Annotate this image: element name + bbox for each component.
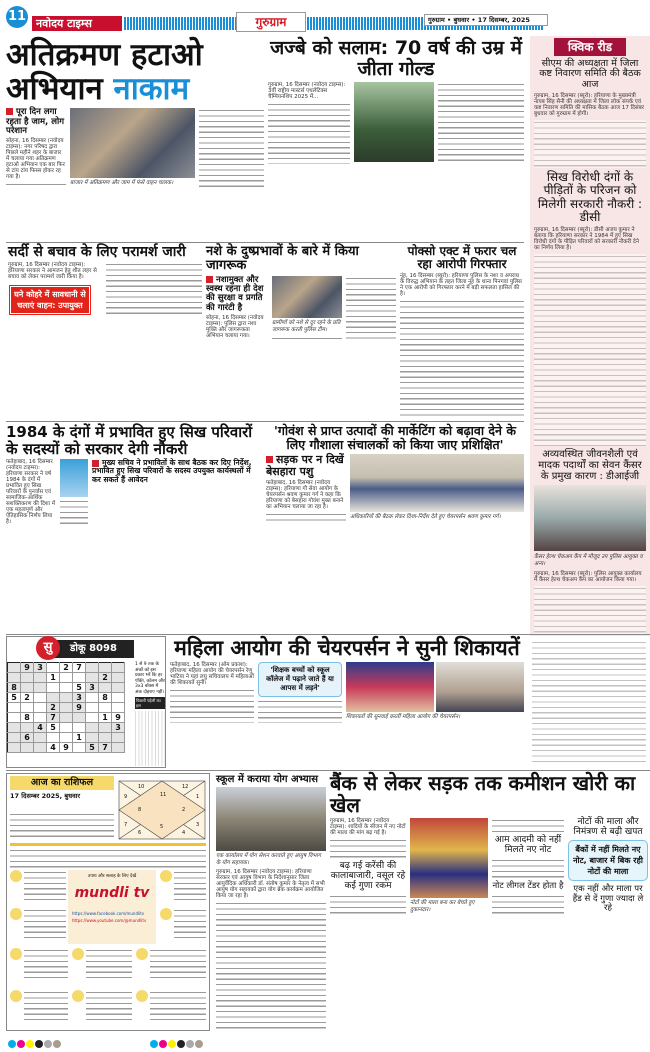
sudoku-cell[interactable] xyxy=(21,703,34,713)
zodiac-icon xyxy=(10,908,22,920)
yoga-body: गुरुग्राम, 16 दिसम्बर (नवोदय टाइम्स): हरियाणा सरकार एवं आयुष विभाग के निर्देशानुसार जिला आयुर्वेदिक अधिकारी डॉ. संतोष कुमार के नेतृत्व में सभी आयुष योग सहायकों द्वारा योग ब्रेक कार्यक्रम आयोजित किया जा रहा है। xyxy=(216,869,325,899)
sudoku-cell[interactable] xyxy=(86,693,99,703)
sudoku-cell[interactable] xyxy=(99,663,112,673)
bank-photo-block xyxy=(410,818,488,916)
sudoku-cell[interactable] xyxy=(99,683,112,693)
sudoku-cell[interactable] xyxy=(73,743,86,753)
sudoku-cell[interactable] xyxy=(112,703,125,713)
sudoku-cell[interactable] xyxy=(112,683,125,693)
sudoku-cell[interactable] xyxy=(86,713,99,723)
zodiac-sign-entry xyxy=(72,990,132,1024)
sudoku-cell[interactable] xyxy=(34,683,47,693)
gaushala-subhead: सड़क पर न दिखें बेसहारा पशु xyxy=(266,452,344,478)
sudoku-cell[interactable]: 2 xyxy=(60,663,73,673)
lead-body-col4 xyxy=(199,108,264,189)
sudoku-row xyxy=(8,733,125,743)
sudoku-cell[interactable] xyxy=(8,723,21,733)
bank-subhead-4: नोट लीगल टेंडर होता है xyxy=(492,881,564,892)
lead-headline-highlight: नाकाम xyxy=(113,71,190,108)
sudoku-cell[interactable]: 3 xyxy=(34,663,47,673)
sudoku-cell[interactable] xyxy=(86,703,99,713)
sudoku-cell[interactable]: 8 xyxy=(8,683,21,693)
rashifal-date: 17 दिसम्बर 2025, बुधवार xyxy=(10,792,81,800)
article-body-text xyxy=(170,688,254,723)
yoga-photo xyxy=(216,787,326,851)
sudoku-clue: 1 से 9 तक के अंकों को इस प्रकार भरें कि हर पंक्ति, कॉलम और 3x3 बॉक्स में अंक दोहराए नहीं। xyxy=(135,662,165,695)
lead-headline xyxy=(6,38,264,106)
sudoku-cell[interactable] xyxy=(8,713,21,723)
sudoku-cell[interactable] xyxy=(99,703,112,713)
zodiac-text xyxy=(150,948,206,978)
gold-athlete-photo xyxy=(354,82,434,162)
section-label: गुरुग्राम xyxy=(236,12,306,32)
kundli-house-number: 7 xyxy=(124,822,128,828)
gold-photo-block xyxy=(354,82,434,164)
sudoku-cell[interactable]: 7 xyxy=(47,713,60,723)
winter-body xyxy=(8,262,102,318)
kundli-house-number: 4 xyxy=(182,830,186,836)
zodiac-sign-entry xyxy=(10,948,68,982)
bank-body-col4b xyxy=(568,915,648,916)
zodiac-icon xyxy=(72,990,84,1002)
sudoku-cell[interactable] xyxy=(60,673,73,683)
gaushala-headline: 'गोवंश से प्राप्त उत्पादों की मार्केटिंग को बढ़ावा देने के लिए गौशाला संचालकों को किया जाए प्रशिक्षित' xyxy=(274,423,516,452)
women-headline: महिला आयोग की चेयरपर्सन ने सुनी शिकायतें xyxy=(174,636,520,660)
winter-dateline: गुरुग्राम, 16 दिसम्बर (नवोदय टाइम्स): हरियाणा सरकार ने आमजन हेतु शीत लहर से बचाव को लेकर परामर्श जारी किया है। xyxy=(8,262,97,281)
sudoku-cell[interactable] xyxy=(86,663,99,673)
women-photo-2 xyxy=(436,662,524,712)
gold-body-col3 xyxy=(438,82,524,164)
riots-subhead: मुख्य सचिव ने प्रभावितों के साथ बैठक कर दिए निर्देश, प्रभावित हुए सिख परिवारों के सदस्य उपयुक्त कार्यस्थलों में कर सकते हैं आवेदन xyxy=(92,458,252,484)
drugs-photo-block xyxy=(272,276,342,341)
drugs-headline: नशे के दुष्प्रभावों के बारे में किया जागरूक xyxy=(206,244,359,274)
kundli-numbers xyxy=(118,780,206,840)
kundli-house-number: 9 xyxy=(124,794,128,800)
quick-read-item-3-body: गुरुग्राम, 16 दिसम्बर (ब्यूरो): पुलिस आयुक्त कार्यालय में कैंसर हेल्थ चेकअप कैंप का आयोजन किया गया। xyxy=(534,571,642,583)
women-story xyxy=(170,637,524,767)
sudoku-cell[interactable] xyxy=(21,673,34,683)
women-photos xyxy=(346,662,524,712)
women-quote: 'शिक्षक बच्चों को स्कूल कॉलेज में पढ़ाने जाते हैं या आपस में लड़ने' xyxy=(258,662,342,697)
sudoku-answer-grid xyxy=(135,711,165,766)
page-number: 11 xyxy=(6,6,28,28)
sudoku-side xyxy=(135,662,165,766)
sudoku-row xyxy=(8,683,125,693)
sudoku-row xyxy=(8,703,125,713)
sudoku-cell[interactable]: 8 xyxy=(99,693,112,703)
article-body-text xyxy=(330,838,406,860)
yoga-story xyxy=(216,774,326,1030)
bank-subhead-3: बढ़ गई करेंसी की कालाबाजारी, वसूल रहे कई गुणा रकम xyxy=(330,861,406,891)
bank-callout: बैंकों में नहीं मिलते नए नोट, बाजार में बिक रही नोटों की माला xyxy=(568,840,648,881)
article-body-text xyxy=(534,120,646,168)
gold-story xyxy=(268,38,524,240)
bank-dateline: गुरुग्राम, 16 दिसम्बर (नवोदय टाइम्स): शादियों के सीजन में नए नोटों की माला की मांग बढ़ गई है। xyxy=(330,818,406,836)
sudoku-cell[interactable]: 7 xyxy=(73,663,86,673)
kundli-house-number: 8 xyxy=(138,807,142,813)
sudoku-cell[interactable] xyxy=(99,733,112,743)
gaushala-body xyxy=(266,454,346,523)
riots-dateline: फतेहाबाद, 16 दिसम्बर (नवोदय टाइम्स): हरियाणा सरकार ने वर्ष 1984 के दंगों में प्रभावित हुए सिख परिवारों के पुनर्वास एवं सामाजिक-आर्थिक सशक्तिकरण की दिशा में एक महत्वपूर्ण और ऐतिहासिक निर्णय लिया है। xyxy=(6,459,56,525)
article-body-text xyxy=(268,102,350,164)
sudoku-cell[interactable]: 4 xyxy=(34,723,47,733)
yoga-photo-caption: एक कार्यालय में योग सेशन करवाते हुए आयुष विभाग के योग सहायक। xyxy=(216,853,321,866)
sudoku-cell[interactable] xyxy=(47,733,60,743)
sudoku-cell[interactable]: 3 xyxy=(73,693,86,703)
note-garland-photo xyxy=(410,818,488,898)
sudoku-row xyxy=(8,713,125,723)
sudoku-cell[interactable]: 1 xyxy=(73,733,86,743)
women-photo-1 xyxy=(346,662,434,712)
zodiac-icon xyxy=(160,870,172,882)
sudoku-cell[interactable]: 3 xyxy=(112,723,125,733)
quick-read-item-2-headline: सिख विरोधी दंगों के पीड़ितों के परिजन को मिलेगी सरकारी नौकरी : डीसी xyxy=(537,170,643,224)
women-body xyxy=(170,662,254,723)
sudoku-cell[interactable] xyxy=(34,743,47,753)
drugs-dateline: सोहना, 16 दिसम्बर (नवोदय टाइम्स): पुलिस द्वारा नशा मुक्ति और जागरूकता अभियान चलाया गया। xyxy=(206,314,264,339)
sudoku-cell[interactable] xyxy=(60,703,73,713)
women-photo-block xyxy=(346,662,524,723)
rashifal-panchang xyxy=(10,812,114,840)
sudoku-cell[interactable] xyxy=(86,673,99,683)
zodiac-icon xyxy=(136,990,148,1002)
riots-main xyxy=(92,459,262,527)
pocso-story xyxy=(400,245,524,418)
sudoku-cell[interactable] xyxy=(112,693,125,703)
quick-read-item-1-body: गुरुग्राम, 16 दिसम्बर (ब्यूरो): हरियाणा के मुख्यमंत्री नायब सिंह सैनी की अध्यक्षता में जिला लोक संपर्क एवं कष्ट निवारण समिति की मासिक बैठक आज 17 दिसंबर बुधवार को गुरुग्राम में होगी। xyxy=(534,93,645,118)
winter-headline: सर्दी से बचाव के लिए परामर्श जारी xyxy=(8,244,186,260)
kundli-house-number: 10 xyxy=(138,784,145,790)
lead-body xyxy=(6,108,66,189)
sudoku-cell[interactable] xyxy=(73,713,86,723)
sudoku-cell[interactable]: 3 xyxy=(86,683,99,693)
sudoku-badge: सु xyxy=(36,636,60,660)
zodiac-text xyxy=(24,990,68,1020)
riots-story xyxy=(6,424,262,632)
sudoku-title: डोकू 8098 xyxy=(44,640,134,658)
sudoku-cell[interactable] xyxy=(8,673,21,683)
sudoku-row xyxy=(8,693,125,703)
gold-dateline: गुरुग्राम, 16 दिसम्बर (नवोदय टाइम्स): 3वीं राष्ट्रीय मास्टर्स एथलेटिक्स चैम्पियनशिप 2025 में... xyxy=(268,81,346,100)
sudoku-cell[interactable] xyxy=(60,723,73,733)
sudoku-cell[interactable] xyxy=(73,723,86,733)
gold-body xyxy=(268,82,350,164)
bank-subhead-2: नोटों की माला और निमंत्रण से बढ़ी खपत xyxy=(573,817,643,837)
ad-brand-logo: mundli tv xyxy=(74,885,150,901)
riots-graphic-block xyxy=(60,459,88,527)
drugs-body xyxy=(206,276,268,341)
sudoku-cell[interactable] xyxy=(8,743,21,753)
drugs-subhead: नशामुक्त और स्वस्थ रहना ही देश की सुरक्षा व प्रगति की गारंटी है xyxy=(206,274,264,313)
quick-read-column xyxy=(534,38,646,634)
sudoku-cell[interactable] xyxy=(60,693,73,703)
sudoku-cell[interactable] xyxy=(112,663,125,673)
masthead-logo: नवोदय टाइम्स xyxy=(32,16,122,31)
article-body-text xyxy=(60,499,88,527)
lead-subhead: पूरा दिन लगा रहता है जाम, लोग परेशान xyxy=(6,107,64,136)
bank-photo-caption: नोटों की माला बना कर बेचते हुए दुकानदार। xyxy=(410,900,475,913)
sudoku-cell[interactable] xyxy=(34,703,47,713)
sudoku-grid[interactable] xyxy=(7,662,125,753)
sudoku-cell[interactable]: 6 xyxy=(21,733,34,743)
sudoku-cell[interactable] xyxy=(34,693,47,703)
article-body-text xyxy=(534,586,646,634)
sudoku-cell[interactable]: 2 xyxy=(47,703,60,713)
gaushala-photo-caption: अधिकारियों की बैठक लेकर दिशा-निर्देश देते हुए चेयरपर्सन श्रवण कुमार गर्ग। xyxy=(350,513,501,520)
article-body-text xyxy=(400,299,524,418)
bank-subhead-1: आम आदमी को नहीं मिलते नए नोट xyxy=(494,835,562,855)
quick-read-item-1-headline: सीएम की अध्यक्षता में जिला कष्ट निवारण समिति की बैठक आज xyxy=(539,58,641,90)
sudoku-cell[interactable]: 9 xyxy=(73,703,86,713)
sudoku-cell[interactable]: 1 xyxy=(99,713,112,723)
lead-photo xyxy=(70,108,195,178)
zodiac-icon xyxy=(10,990,22,1002)
divider xyxy=(6,421,524,422)
sudoku-cell[interactable] xyxy=(8,703,21,713)
drugs-photo-caption: ग्रामीणों को नशे से दूर रहने के प्रति जागरूक करती पुलिस टीम। xyxy=(272,319,341,333)
cancer-camp-caption: कैंसर हेल्थ चेकअप कैंप में मौजूद उप पुलिस आयुक्त व अन्य। xyxy=(534,554,643,567)
sudoku-row xyxy=(8,743,125,753)
winter-story xyxy=(8,245,202,418)
lead-dateline: सोहना, 16 दिसम्बर (नवोदय टाइम्स): नगर परिषद द्वारा पिछले महीने शहर के बाजार में चलाया गया अतिक्रमण हटाओ अभियान एक बार फिर से टांय टांय फिस्स होकर रह गया है। xyxy=(6,138,65,181)
drugs-photo xyxy=(272,276,342,318)
women-photo-caption: शिकायतों की सुनवाई करतीं महिला आयोग की चेयरपर्सन। xyxy=(346,714,461,721)
bank-body-col3b xyxy=(492,858,564,880)
sudoku-cell[interactable]: 9 xyxy=(21,663,34,673)
sudoku-cell[interactable]: 5 xyxy=(47,723,60,733)
gaushala-meeting-photo xyxy=(350,454,524,512)
header-dateline: गुरुग्राम • बुधवार • 17 दिसम्बर, 2025 xyxy=(424,14,548,26)
gaushala-dateline: फतेहाबाद, 16 दिसम्बर (नवोदय टाइम्स): हरियाणा गौ सेवा आयोग के चेयरपर्सन श्रवण कुमार गर्ग ने कहा कि हरियाणा को बेसहारा गोवंश मुक्त बनाने का अभियान चलाया जा रहा है। xyxy=(266,479,344,510)
kundli-house-number: 2 xyxy=(182,807,186,813)
bank-subhead-5: एक नहीं और माला पर हैंड से दें गुणा ज्यादा ले रहे xyxy=(572,884,644,914)
women-dateline: फतेहाबाद, 16 दिसम्बर (ओम प्रकाश): हरियाणा महिला आयोग की चेयरपर्सन रेणु भाटिया ने यहां लघु सचिवालय में महिलाओं की शिकायतें सुनीं। xyxy=(170,662,254,687)
ad-youtube-link[interactable]: https://www.youtube.com/@mundlitv xyxy=(72,918,147,923)
zodiac-sign-entry xyxy=(136,990,206,1024)
zodiac-icon xyxy=(136,948,148,960)
sudoku-cell[interactable] xyxy=(86,733,99,743)
drugs-story xyxy=(206,245,396,418)
bank-col4 xyxy=(568,818,648,916)
article-body-text xyxy=(534,254,646,446)
kundli-house-number: 12 xyxy=(182,784,189,790)
sudoku-cell[interactable] xyxy=(8,733,21,743)
bank-story xyxy=(330,772,648,1030)
kundli-house-number: 5 xyxy=(160,824,164,830)
rashifal-intro xyxy=(10,848,206,868)
zodiac-text xyxy=(24,948,68,978)
sudoku-cell[interactable] xyxy=(8,663,21,673)
bank-body-col3 xyxy=(492,818,564,834)
drugs-body-col3 xyxy=(346,276,396,341)
zodiac-text xyxy=(174,908,206,938)
gold-headline: जज्बे को सलाम: 70 वर्ष की उम्र में जीता गोल्ड xyxy=(270,37,522,80)
sudoku-cell[interactable] xyxy=(47,683,60,693)
bank-col3 xyxy=(492,818,564,916)
zodiac-sign-entry xyxy=(160,870,206,904)
sudoku-cell[interactable] xyxy=(112,673,125,683)
sudoku-answer-title: पिछली पहेली का हल xyxy=(135,697,165,709)
quick-read-item-3-headline: अव्यवस्थित जीवनशैली एवं मादक पदार्थों का सेवन कैंसर के प्रमुख कारण : डीआईजी xyxy=(538,449,642,482)
sudoku-cell[interactable]: 1 xyxy=(47,673,60,683)
ad-facebook-link[interactable]: https://www.facebook.com/mundlitv xyxy=(72,911,145,916)
sudoku-cell[interactable]: 9 xyxy=(60,743,73,753)
quick-read-item-3-body-cont xyxy=(532,640,646,766)
gaushala-photo-block xyxy=(350,454,524,523)
zodiac-sign-entry xyxy=(10,990,68,1024)
lead-story xyxy=(6,38,264,240)
kundli-house-number: 3 xyxy=(196,822,200,828)
quick-read-item-2-body: गुरुग्राम, 16 दिसम्बर (ब्यूरो): डीसी अजय कुमार ने बताया कि हरियाणा सरकार ने 1984 में हुए सिख विरोधी दंगों के पीड़ित परिवारों को सरकारी नौकरी देने का निर्णय लिया है। xyxy=(534,227,639,252)
article-body-text xyxy=(6,182,66,189)
sudoku-cell[interactable] xyxy=(60,683,73,693)
sudoku-cell[interactable]: 7 xyxy=(99,743,112,753)
divider xyxy=(6,634,650,635)
zodiac-sign-entry xyxy=(136,948,206,982)
zodiac-icon xyxy=(160,908,172,920)
article-body-text xyxy=(258,699,342,723)
women-body-col2 xyxy=(258,662,342,723)
sudoku-cell[interactable] xyxy=(47,693,60,703)
sudoku-cell[interactable] xyxy=(34,733,47,743)
sudoku-cell[interactable]: 2 xyxy=(21,693,34,703)
zodiac-sign-entry xyxy=(72,948,132,982)
sudoku-cell[interactable] xyxy=(21,743,34,753)
quick-read-title: क्विक रीड xyxy=(554,38,626,56)
zodiac-text xyxy=(150,990,206,1020)
lead-headline-text: अतिक्रमण हटाओ अभियान xyxy=(6,37,203,108)
divider xyxy=(6,242,524,243)
yoga-headline: स्कूल में कराया योग अभ्यास xyxy=(216,774,318,785)
sudoku-cell[interactable]: 9 xyxy=(112,713,125,723)
sudoku-cell[interactable] xyxy=(73,673,86,683)
lead-photo-caption: बाजार में अतिक्रमण और जाम में फंसे वाहन चालक। xyxy=(70,180,174,187)
winter-body-col2 xyxy=(106,262,202,318)
sudoku-cell[interactable] xyxy=(34,673,47,683)
sudoku-cell[interactable]: 5 xyxy=(8,693,21,703)
kundli-house-number: 6 xyxy=(138,830,142,836)
sudoku-cell[interactable] xyxy=(99,723,112,733)
divider xyxy=(10,843,206,846)
ad-text: उपाय और सलाह के लिए देखें xyxy=(87,874,137,879)
bank-body-col3c xyxy=(492,894,564,916)
sudoku-cell[interactable] xyxy=(21,723,34,733)
article-body-text xyxy=(216,901,326,1030)
sudoku-cell[interactable] xyxy=(21,683,34,693)
zodiac-icon xyxy=(72,948,84,960)
sudoku-cell[interactable]: 5 xyxy=(73,683,86,693)
zodiac-text xyxy=(86,948,132,978)
winter-callout: घने कोहरे में सावधानी से चलाएं वाहन: उपायुक्त xyxy=(10,286,90,314)
kundli-house-number: 11 xyxy=(160,792,167,798)
rashifal-title: आज का राशिफल xyxy=(10,776,114,790)
lead-photo-block xyxy=(70,108,195,189)
sudoku-cell[interactable] xyxy=(112,733,125,743)
zodiac-signs xyxy=(10,870,206,1026)
sudoku-cell[interactable] xyxy=(60,733,73,743)
cancer-camp-photo xyxy=(534,485,646,551)
zodiac-sign-entry xyxy=(10,908,66,942)
bank-body-col1b xyxy=(330,894,406,916)
sudoku-cell[interactable]: 5 xyxy=(86,743,99,753)
zodiac-icon xyxy=(10,870,22,882)
kundli-house-number: 1 xyxy=(196,794,200,800)
bank-headline: बैंक से लेकर सड़क तक कमीशन खोरी का खेल xyxy=(330,771,636,817)
zodiac-text xyxy=(24,870,66,900)
article-body-text xyxy=(266,512,346,523)
sudoku-cell[interactable]: 8 xyxy=(21,713,34,723)
drugs-body-col2 xyxy=(272,336,342,341)
zodiac-text xyxy=(174,870,206,900)
sudoku-row xyxy=(8,663,125,673)
riots-headline: 1984 के दंगों में प्रभावित हुए सिख परिवारों के सदस्यों को सरकार देगी नौकरी xyxy=(6,423,253,458)
pocso-body: नूंह, 16 दिसम्बर (ब्यूरो): हरियाणा पुलिस के नशा व अपराध के विरुद्ध अभियान के तहत जिला नूंह के थाना पिनगवां पुलिस ने एक आरोपी को गिरफ्तार करने में बड़ी सफलता हासिल की है। xyxy=(400,273,522,298)
sudoku-cell[interactable] xyxy=(112,743,125,753)
zodiac-sign-entry xyxy=(160,908,206,942)
sudoku-cell[interactable]: 4 xyxy=(47,743,60,753)
sudoku-cell[interactable] xyxy=(34,713,47,723)
sudoku-cell[interactable]: 2 xyxy=(99,673,112,683)
sudoku-row xyxy=(8,723,125,733)
zodiac-sign-entry xyxy=(10,870,66,904)
zodiac-text xyxy=(24,908,66,938)
riots-graphic xyxy=(60,459,88,497)
riots-body xyxy=(6,459,56,527)
gaushala-story xyxy=(266,424,524,632)
zodiac-icon xyxy=(10,948,22,960)
sudoku-row xyxy=(8,673,125,683)
bank-body xyxy=(330,818,406,916)
sudoku-cell[interactable] xyxy=(86,723,99,733)
sudoku-cell[interactable] xyxy=(60,713,73,723)
sudoku-cell[interactable] xyxy=(47,663,60,673)
pocso-headline: पोक्सो एक्ट में फरार चल रहा आरोपी गिरफ्तार xyxy=(407,244,517,272)
zodiac-text xyxy=(86,990,132,1020)
